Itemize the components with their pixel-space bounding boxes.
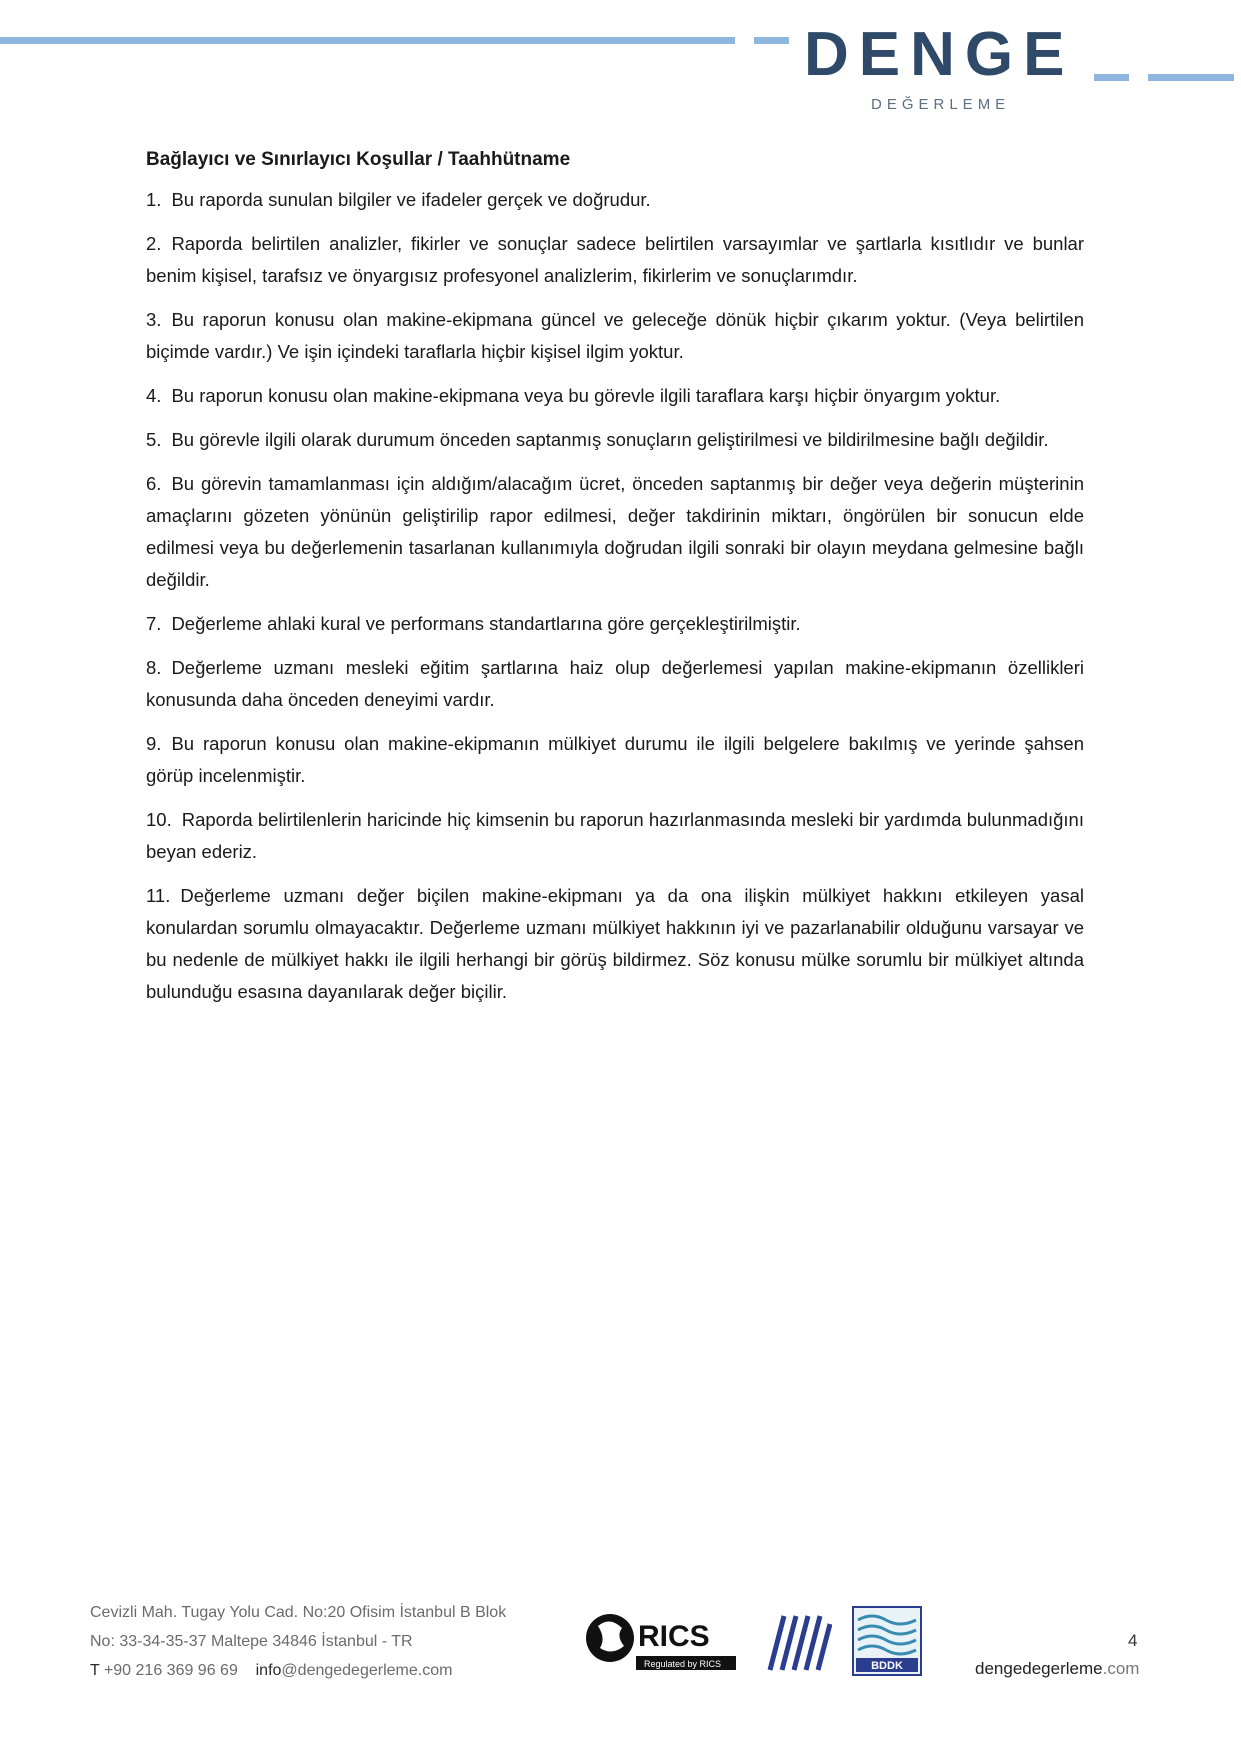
condition-text: Bu raporda sunulan bilgiler ve ifadeler gerçek ve doğrudur. bbox=[171, 189, 651, 210]
footer-contact bbox=[90, 1598, 506, 1685]
logo-subtitle: DEĞERLEME bbox=[871, 96, 1011, 113]
condition-item bbox=[146, 880, 1084, 1008]
condition-number: 10. bbox=[146, 809, 172, 830]
condition-item bbox=[146, 228, 1084, 292]
address-line-2: No: 33-34-35-37 Maltepe 34846 İstanbul - TR bbox=[90, 1633, 413, 1650]
website-name: dengedegerleme bbox=[975, 1659, 1103, 1678]
condition-item bbox=[146, 424, 1084, 456]
condition-text: Bu raporun konusu olan makine-ekipmana veya bu görevle ilgili taraflara karşı hiçbir önyargım yoktur. bbox=[171, 385, 1001, 406]
conditions-list bbox=[146, 184, 1084, 1008]
condition-text: Bu raporun konusu olan makine-ekipmanın mülkiyet durumu ile ilgili belgelere bakılmış ve yerinde şahsen görüp incelenmiştir. bbox=[146, 733, 1084, 786]
condition-text: Bu görevin tamamlanması için aldığım/alacağım ücret, önceden saptanmış bir değer veya değerin müşterinin amaçlarını gözeten yönünün geliştirilip rapor edilmesi, değer takdirinin miktarı, öngörülen bir sonucun elde edilmesi veya bu değerlemenin tasarlanan kullanımıyla doğrudan ilgili sonraki bir olayın meydana gelmesine bağlı değildir. bbox=[146, 473, 1084, 590]
condition-number: 2. bbox=[146, 233, 162, 254]
address-line-1: Cevizli Mah. Tugay Yolu Cad. No:20 Ofisim İstanbul B Blok bbox=[90, 1604, 507, 1621]
rics-wordmark: RICS bbox=[638, 1620, 710, 1653]
condition-item bbox=[146, 380, 1084, 412]
header-accent-dash bbox=[1094, 74, 1129, 81]
condition-text: Değerleme uzmanı değer biçilen makine-ekipmanı ya da ona ilişkin mülkiyet hakkını etkileyen yasal konulardan sorumlu olmayacaktır. Değerleme uzmanı mülkiyet hakkının iyi ve pazarlanabilir olduğunu varsayar ve bu nedenle de mülkiyet hakkı ile ilgili herhangi bir görüş bildirmez. Söz konusu mülke sorumlu bir mülkiyet altında bulunduğu esasına dayanılarak değer biçilir. bbox=[146, 885, 1084, 1002]
email-domain: @dengedegerleme.com bbox=[281, 1662, 453, 1679]
footer-website bbox=[975, 1659, 1139, 1679]
condition-item bbox=[146, 184, 1084, 216]
condition-text: Bu raporun konusu olan makine-ekipmana güncel ve geleceğe dönük hiçbir çıkarım yoktur. (Veya belirtilen biçimde vardır.) Ve işin içindeki taraflarla hiçbir kişisel ilgim yoktur. bbox=[146, 309, 1084, 362]
condition-item bbox=[146, 728, 1084, 792]
document-title: Bağlayıcı ve Sınırlayıcı Koşullar / Taahhütname bbox=[146, 149, 571, 170]
page-number: 4 bbox=[1128, 1631, 1138, 1650]
condition-item bbox=[146, 608, 1084, 640]
condition-text: Değerleme ahlaki kural ve performans standartlarına göre gerçekleştirilmiştir. bbox=[171, 613, 801, 634]
website-tld: .com bbox=[1102, 1659, 1140, 1678]
bank-association-logo bbox=[762, 1610, 832, 1676]
condition-text: Raporda belirtilen analizler, fikirler ve sonuçlar sadece belirtilen varsayımlar ve şartlarla kısıtlıdır ve bunlar benim kişisel, tarafsız ve önyargısız profesyonel analizlerim, fikirlerim ve sonuçlarımdır. bbox=[146, 233, 1084, 286]
condition-number: 9. bbox=[146, 733, 162, 754]
logo-wordmark: DENGE bbox=[804, 20, 1075, 89]
condition-number: 8. bbox=[146, 657, 162, 678]
company-logo bbox=[804, 20, 1084, 113]
bddk-logo bbox=[852, 1606, 922, 1676]
condition-number: 6. bbox=[146, 473, 162, 494]
condition-text: Değerleme uzmanı mesleki eğitim şartlarına haiz olup değerlemesi yapılan makine-ekipmanın özellikleri konusunda daha önceden deneyimi vardır. bbox=[146, 657, 1084, 710]
rics-logo bbox=[582, 1606, 742, 1678]
header-accent-line bbox=[1148, 74, 1234, 81]
condition-number: 11. bbox=[146, 885, 171, 906]
header-accent-line bbox=[0, 37, 735, 44]
header-accent-dash bbox=[754, 37, 789, 44]
condition-number: 5. bbox=[146, 429, 162, 450]
phone-number: +90 216 369 96 69 bbox=[103, 1662, 238, 1679]
condition-item bbox=[146, 804, 1084, 868]
rics-regulated-text: Regulated by RICS bbox=[644, 1659, 722, 1669]
contact-line bbox=[90, 1656, 506, 1685]
condition-number: 4. bbox=[146, 385, 162, 406]
document-body bbox=[146, 146, 1084, 1020]
email-label: info bbox=[255, 1662, 282, 1679]
phone-label: T bbox=[90, 1662, 100, 1679]
condition-item bbox=[146, 652, 1084, 716]
condition-text: Bu görevle ilgili olarak durumum önceden saptanmış sonuçların geliştirilmesi ve bildirilmesine bağlı değildir. bbox=[171, 429, 1049, 450]
bddk-wordmark: BDDK bbox=[871, 1660, 903, 1672]
condition-text: Raporda belirtilenlerin haricinde hiç kimsenin bu raporun hazırlanmasında mesleki bir yardımda bulunmadığını beyan ederiz. bbox=[146, 809, 1084, 862]
condition-item bbox=[146, 304, 1084, 368]
condition-number: 1. bbox=[146, 189, 162, 210]
condition-number: 7. bbox=[146, 613, 162, 634]
condition-item bbox=[146, 468, 1084, 596]
condition-number: 3. bbox=[146, 309, 162, 330]
